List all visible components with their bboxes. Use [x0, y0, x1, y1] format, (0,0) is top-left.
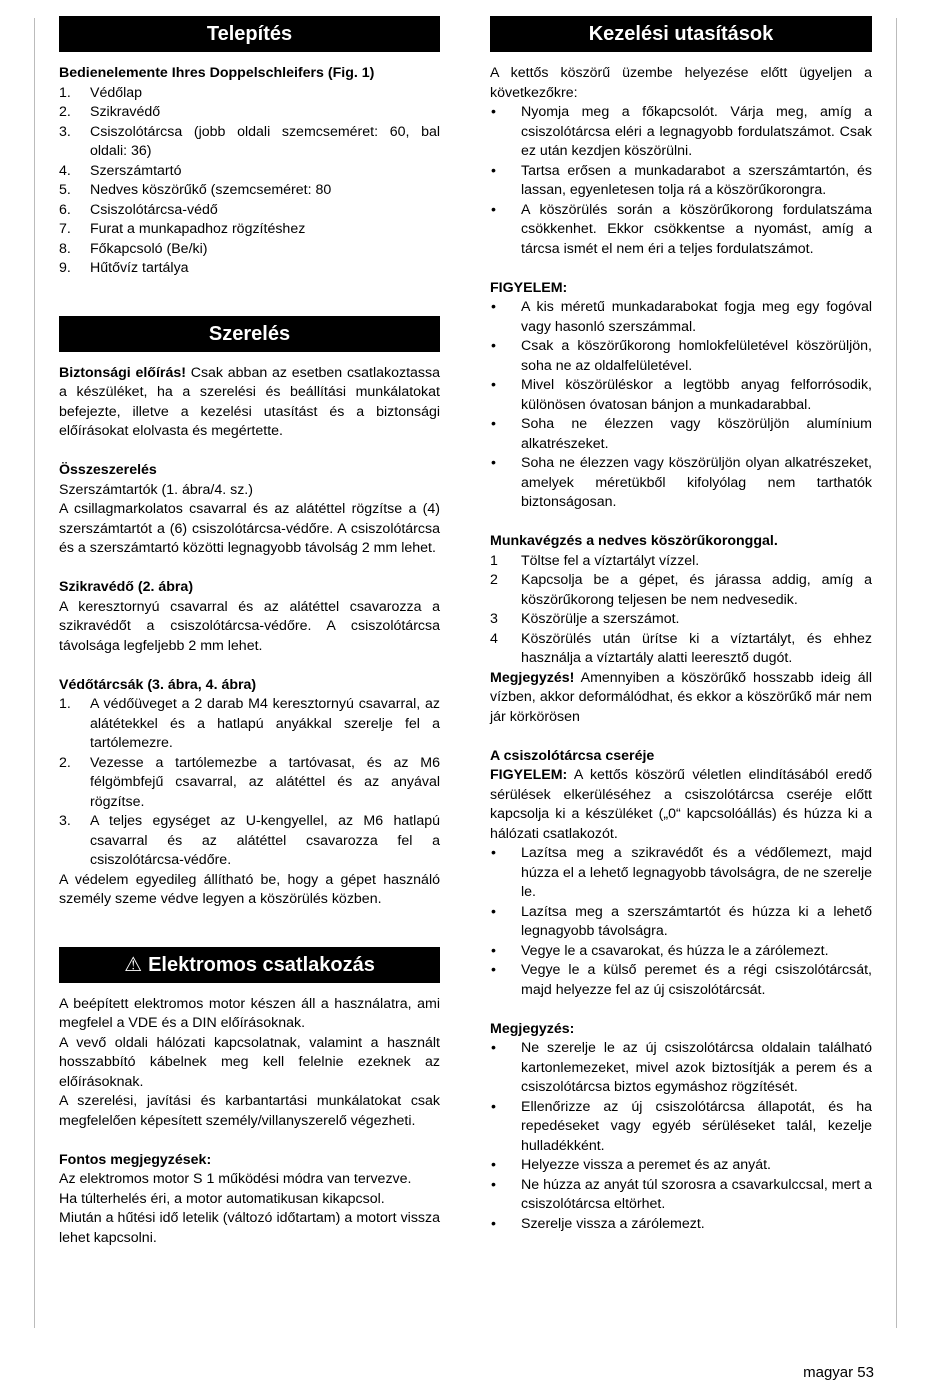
list-item: • Lazítsa meg a szerszámtartót és húzza ki a lehető legnagyobb távolságra. [491, 903, 872, 939]
list-item: • A köszörülés során a köszörűkorong fordulatszáma csökkenhet. Ekkor csökkentse a nyomást, amíg a tárcsa ismét el nem éri a teljes fordulatszámot. [491, 201, 872, 257]
list-item: • Tartsa erősen a munkadarabot a szerszámtartón, és lassan, egyenletesen tolja rá a köszörűkorongra. [491, 162, 872, 198]
figyelem-title: FIGYELEM: [490, 279, 568, 296]
guards-title: Védőtárcsák (3. ábra, 4. ábra) [59, 676, 257, 693]
list-item: 8. Főkapcsoló (Be/ki) [59, 240, 208, 257]
spark-guard-title: Szikravédő (2. ábra) [59, 579, 194, 595]
note-title: Megjegyzés: [490, 1020, 575, 1037]
list-item: • Csak a köszörűkorong homlokfelületével köszörüljön, soha ne az oldalfelületével. [491, 338, 872, 374]
guards-list [59, 695, 440, 871]
list-item: • Ne szerelje le az új csiszolótárcsa oldalain található kartonlemezeket, mivel azok biztosítják a perem és a csiszolótárcsa biztos egymáshoz rögzítését. [491, 1040, 872, 1095]
list-item: • Lazítsa meg a szikravédőt és a védőlemezt, majd húzza el a lehető legnagyobb távolságra, de ne szerelje le. [491, 845, 872, 900]
list-item: • Ne húzza az anyát túl szorosra a csavarkulccsal, mert a csiszolótárcsa eltörhet. [491, 1176, 872, 1212]
heading-elektromos: ⚠ Elektromos csatlakozás [59, 947, 440, 983]
operation-intro: A kettős köszörű üzembe helyezése előtt ügyeljen a következőkre: [490, 65, 872, 101]
list-item: 5. Nedves köszörűkő (szemcseméret: 80 [59, 182, 332, 198]
wet-wheel-list [490, 552, 872, 669]
operation-list [490, 103, 872, 259]
list-item: 2. Vezesse a tartólemezbe a tartóvasat, és az M6 félgömbfejű csavarral, az alátéttel és az anyával rögzítse. [59, 754, 440, 810]
list-item: • Soha ne élezzen vagy köszörüljön alumínium alkatrészeket. [491, 416, 872, 452]
list-item: • Mivel köszörüléskor a legtöbb anyag felforrósodik, különösen óvatosan bánjon a munkadarabbal. [491, 377, 872, 413]
assembly-title: Összeszerelés [59, 462, 157, 478]
page-footer: magyar 53 [803, 1364, 874, 1381]
list-item: 4. Szerszámtartó [59, 162, 182, 179]
list-item: 6. Csiszolótárcsa-védő [59, 201, 218, 218]
list-item: • A kis méretű munkadarabokat fogja meg egy fogóval vagy hasonló szerszámmal. [491, 299, 872, 335]
heading-kezelesi: Kezelési utasítások [490, 16, 872, 52]
change-list [490, 844, 872, 1000]
assembly-sub: Szerszámtartók (1. ábra/4. sz.) [59, 481, 253, 498]
spark-guard-text: A keresztornyú csavarral és az alátéttel csavarozza a szikravédőt a csiszolótárcsa-védőre. A csiszolótárcsa távolsága legfeljebb 2 mm lehet. [59, 598, 440, 654]
list-item: 9. Hűtővíz tartálya [59, 260, 189, 276]
right-margin-rule [896, 18, 897, 1328]
list-item: 4 Köszörülés után ürítse ki a víztartályt, és ehhez használja a víztartály alatti leeresztő dugót. [490, 630, 872, 666]
list-item: • Vegye le a csavarokat, és húzza le a zárólemezt. [491, 942, 829, 959]
safety-label: Biztonsági előírás! [59, 364, 186, 381]
note-list [490, 1039, 872, 1234]
list-item: • Nyomja meg a főkapcsolót. Várja meg, amíg a csiszolótárcsa eléri a legnagyobb fordulatszámot. Csak ez után kezdjen köszörülni. [491, 104, 872, 159]
assembly-text: A csillagmarkolatos csavarral és az alátéttel rögzítse a (4) szerszámtartót a (6) csiszolótárcsa-védőre. A csiszolótárcsa és a szerszámtartó közötti legnagyobb távolság 2 mm lehet. [59, 501, 440, 556]
notes-title: Fontos megjegyzések: [59, 1151, 212, 1168]
list-item: 1. Védőlap [59, 84, 143, 101]
change-warning: FIGYELEM: A kettős köszörű véletlen elindításából eredő sérülések elkerüléséhez a csiszolótárcsa cseréje előtt kapcsolja ki a készüléket („0“ kapcsolóállás) és húzza ki a hálózati csatlakozót. [490, 767, 872, 842]
list-item: 7. Furat a munkapadhoz rögzítéshez [59, 221, 306, 237]
list-item: 3. A teljes egységet az U-kengyellel, az M6 hatlapú csavarral és az alátéttel csavarozza fel a csiszolótárcsa-védőre. [59, 813, 440, 868]
controls-intro: Bedienelemente Ihres Doppelschleifers (Fig. 1) [59, 65, 375, 81]
heading-szereles: Szerelés [59, 316, 440, 352]
safety-paragraph: Biztonsági előírás! Csak abban az esetben csatlakoztassa a készüléket, ha a szerelési és beállítási munkálatokat befejezte, illetve a kezelési utasítást és a biztonsági előírásokat elolvasta és megértette. [59, 364, 440, 439]
wet-wheel-title: Munkavégzés a nedves köszörűkoronggal. [490, 533, 778, 549]
list-item: 1 Töltse fel a víztartályt vízzel. [490, 552, 700, 569]
right-column [490, 16, 872, 1234]
electric-p3: A szerelési, javítási és karbantartási munkálatokat csak megfelelően képesített személy/villanyszerelő végezheti. [59, 1093, 440, 1129]
electric-p2: A vevő oldali hálózati kapcsolatnak, valamint a használt hosszabbító kábelnek meg kell felelnie ezeknek az előírásoknak. [59, 1034, 440, 1090]
wet-wheel-note: Megjegyzés! Amennyiben a köszörűkő hosszabb ideig áll vízben, akkor deformálódhat, és ekkor a köszörűkő már nem jár körkörösen [490, 669, 872, 725]
list-item: 1. A védőüveget a 2 darab M4 keresztornyú csavarral, az alátétekkel és a hatlapú anyákkal szerelje fel a tartólemezre. [59, 696, 440, 751]
figyelem-list [490, 298, 872, 513]
list-item: 2. Szikravédő [59, 104, 161, 120]
list-item: 3 Köszörülje a szerszámot. [490, 611, 680, 627]
list-item: • Soha ne élezzen vagy köszörüljön olyan alkatrészeket, amelyek méretükből kifolyólag nem tarthatók biztonságosan. [491, 455, 872, 510]
list-item: • Szerelje vissza a zárólemezt. [491, 1215, 705, 1232]
warning-icon: ⚠ [124, 953, 143, 976]
left-margin-rule [34, 18, 35, 1328]
list-item: 2 Kapcsolja be a gépet, és járassa addig, amíg a köszörűkorong teljesen be nem nedvesedik. [490, 572, 872, 608]
change-title: A csiszolótárcsa cseréje [490, 747, 655, 764]
list-item: 3. Csiszolótárcsa (jobb oldali szemcseméret: 60, bal oldali: 36) [59, 123, 440, 159]
list-item: • Helyezze vissza a peremet és az anyát. [491, 1157, 771, 1173]
guards-text: A védelem egyedileg állítható be, hogy a gépet használó személy szeme védve legyen a köszörülés közben. [59, 871, 440, 907]
list-item: • Ellenőrizze az új csiszolótárcsa állapotát, és ha repedéseket vagy egyéb sérüléseket talál, kezelje hulladékként. [491, 1098, 872, 1154]
list-item: • Vegye le a külső peremet és a régi csiszolótárcsát, majd helyezze fel az új csiszolótárcsát. [491, 962, 872, 998]
heading-telepites: Telepítés [59, 16, 440, 52]
left-column [59, 16, 440, 1248]
note-3: Miután a hűtési idő letelik (változó időtartam) a motort vissza lehet kapcsolni. [59, 1210, 440, 1246]
controls-list [59, 84, 440, 279]
electric-p1: A beépített elektromos motor készen áll a használatra, ami megfelel a VDE és a DIN előírásoknak. [59, 995, 440, 1031]
note-2: Ha túlterhelés éri, a motor automatikusan kikapcsol. [59, 1190, 385, 1207]
note-1: Az elektromos motor S 1 működési módra van tervezve. [59, 1171, 412, 1187]
